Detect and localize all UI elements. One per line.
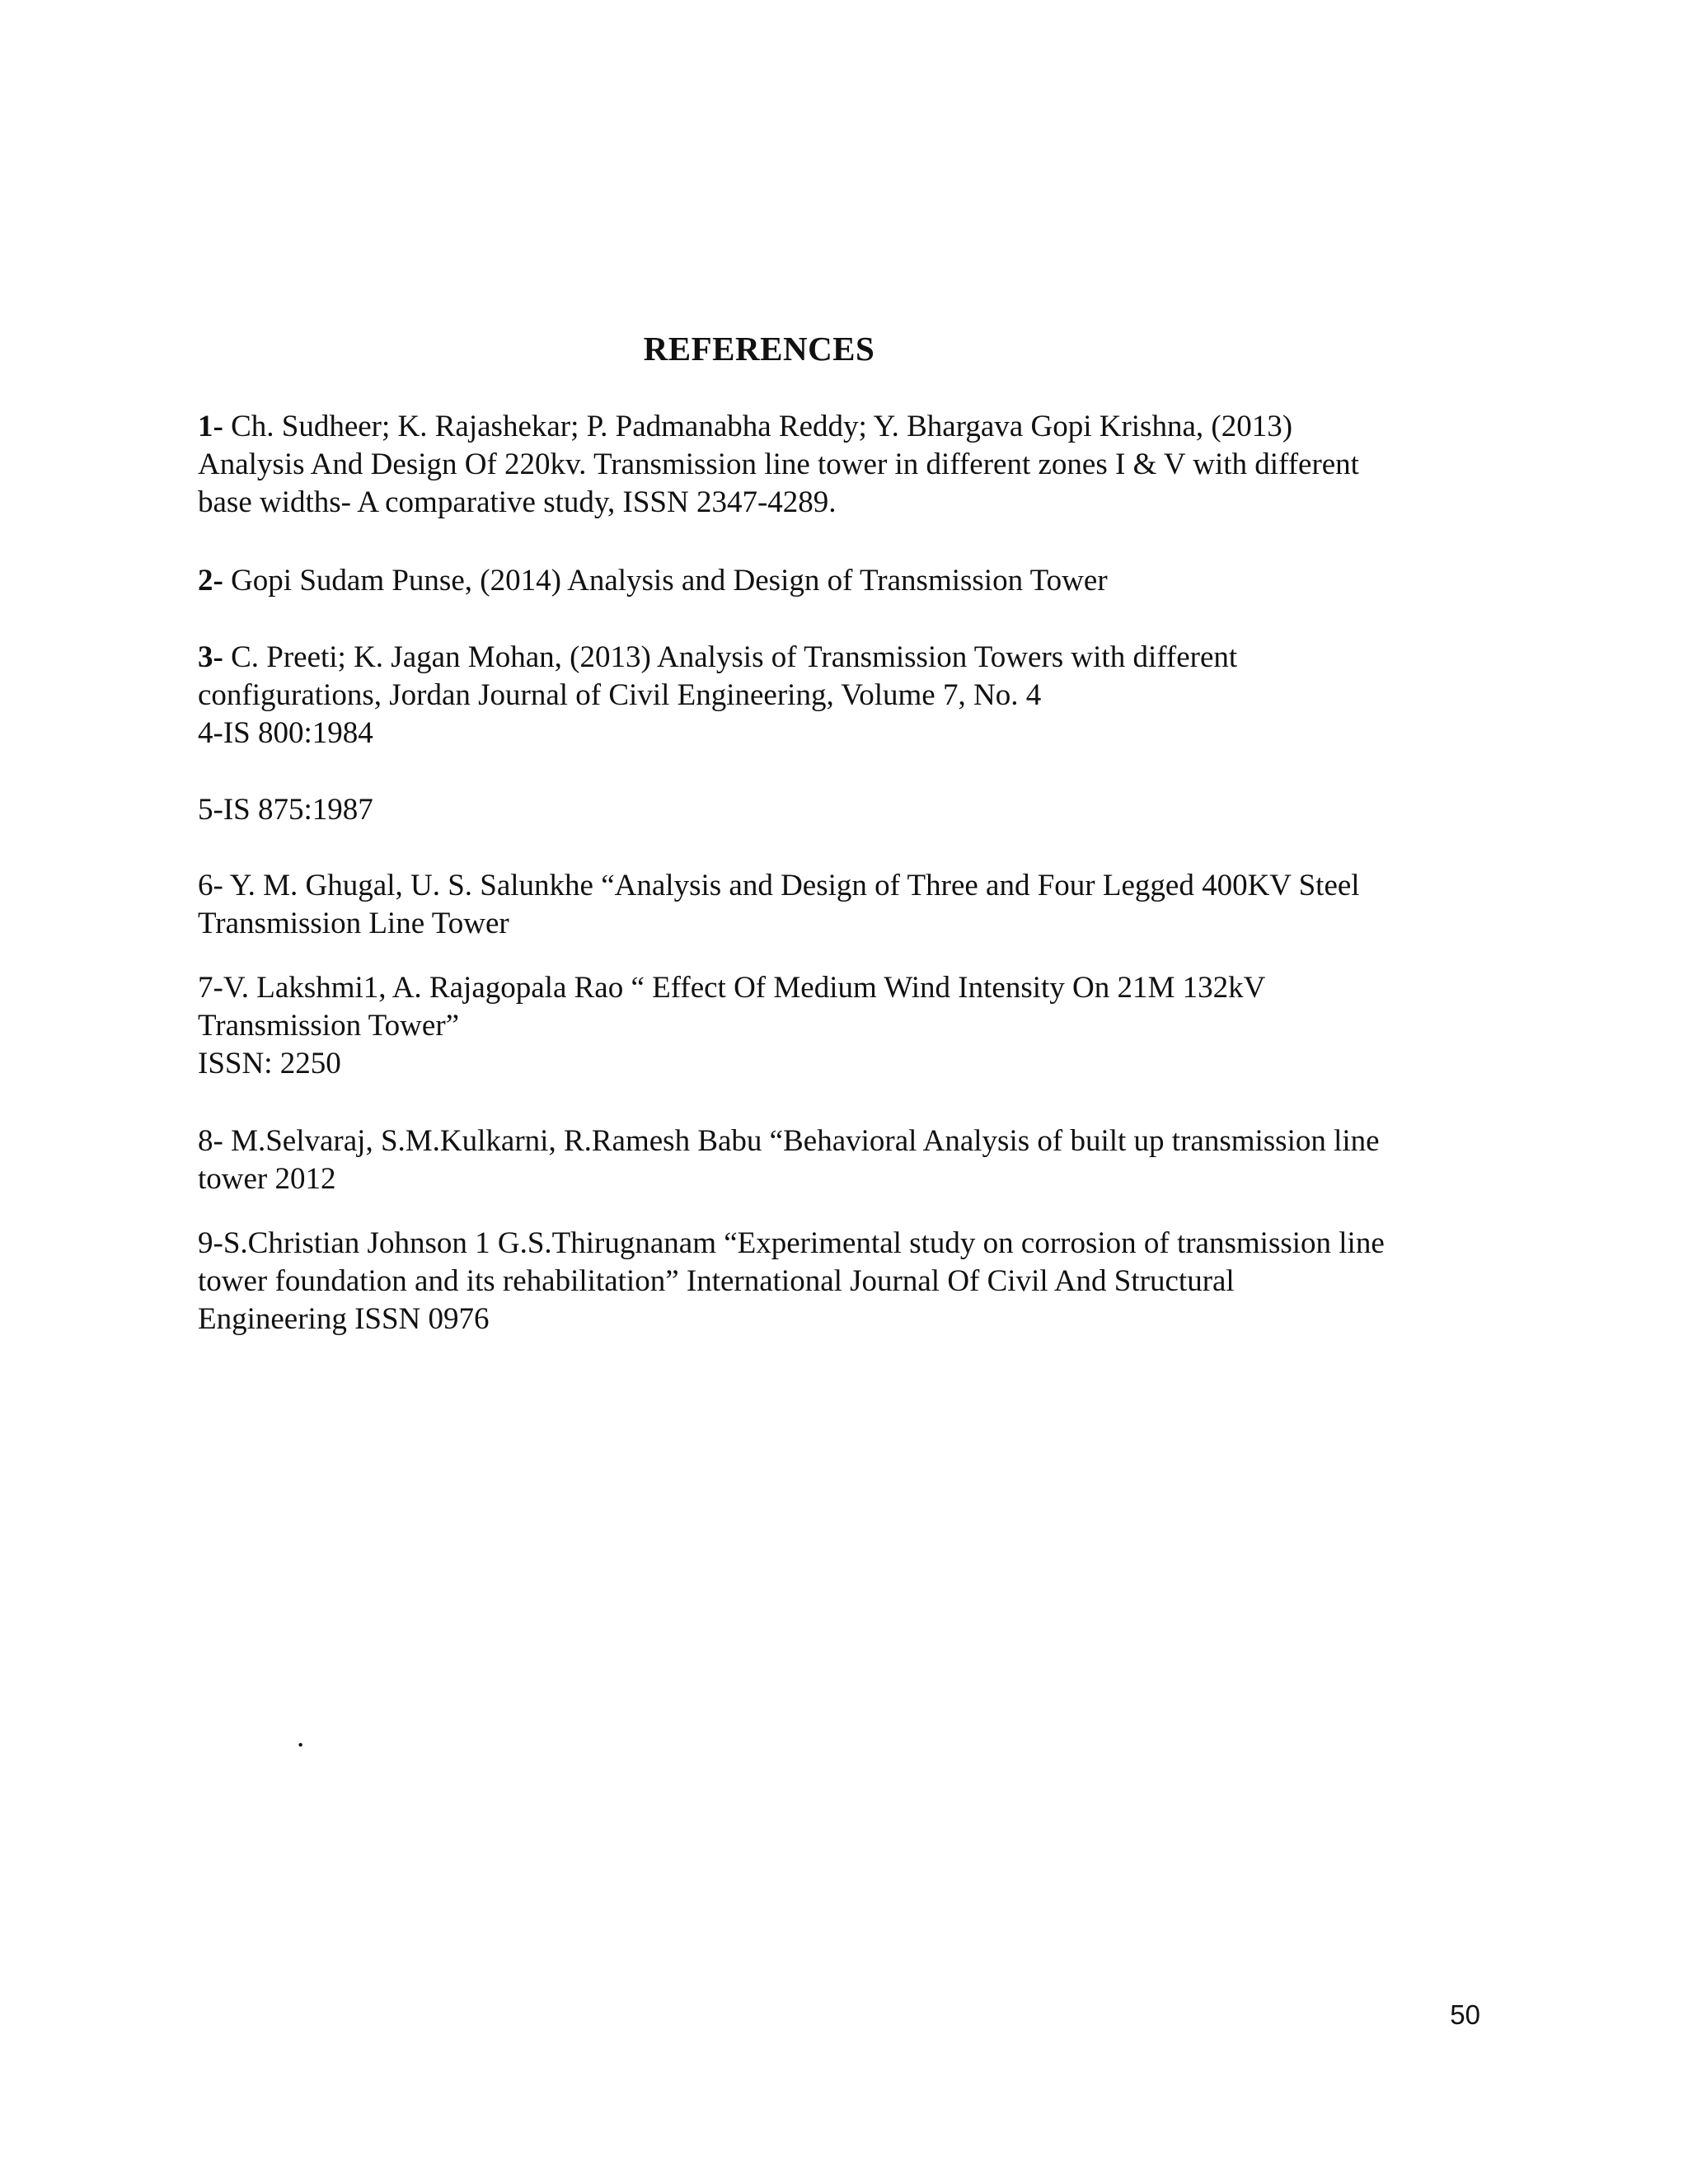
reference-2: [198, 562, 1517, 600]
reference-9: [198, 1225, 1517, 1338]
reference-line: 2- Gopi Sudam Punse, (2014) Analysis and Design of Transmission Tower: [198, 564, 1108, 598]
reference-8: [198, 1122, 1517, 1198]
reference-line: Transmission Tower”: [198, 1009, 460, 1043]
page-number: 50: [1450, 1999, 1480, 2030]
reference-line: 1- Ch. Sudheer; K. Rajashekar; P. Padmanabha Reddy; Y. Bhargava Gopi Krishna, (2013): [198, 410, 1293, 443]
reference-line: 6- Y. M. Ghugal, U. S. Salunkhe “Analysis and Design of Three and Four Legged 400KV Steel: [198, 869, 1360, 902]
reference-number: 2-: [198, 564, 223, 598]
reference-line: configurations, Jordan Journal of Civil Engineering, Volume 7, No. 4: [198, 678, 1042, 712]
reference-line: tower foundation and its rehabilitation” International Journal Of Civil And Structural: [198, 1264, 1235, 1298]
reference-6: [198, 867, 1517, 943]
reference-1: [198, 408, 1517, 522]
reference-line: 8- M.Selvaraj, S.M.Kulkarni, R.Ramesh Babu “Behavioral Analysis of built up transmission line: [198, 1124, 1380, 1158]
reference-line: 4-IS 800:1984: [198, 716, 373, 750]
reference-7: [198, 969, 1517, 1083]
reference-line: Transmission Line Tower: [198, 907, 509, 940]
reference-3: [198, 639, 1517, 752]
reference-line: 3- C. Preeti; K. Jagan Mohan, (2013) Analysis of Transmission Towers with different: [198, 640, 1238, 674]
reference-line: Analysis And Design Of 220kv. Transmission line tower in different zones I & V with different: [198, 448, 1359, 481]
reference-number: 3-: [198, 640, 223, 674]
reference-line: base widths- A comparative study, ISSN 2347-4289.: [198, 485, 837, 519]
reference-5: [198, 791, 1517, 829]
reference-line: 7-V. Lakshmi1, A. Rajagopala Rao “ Effect Of Medium Wind Intensity On 21M 132kV: [198, 971, 1266, 1005]
reference-line: Engineering ISSN 0976: [198, 1302, 490, 1336]
stray-dot: .: [297, 1720, 305, 1754]
reference-line: 9-S.Christian Johnson 1 G.S.Thirugnanam “Experimental study on corrosion of transmission line: [198, 1226, 1385, 1260]
page-heading: REFERENCES: [643, 330, 875, 368]
reference-line: ISSN: 2250: [198, 1047, 341, 1080]
reference-number: 1-: [198, 410, 223, 443]
reference-line: 5-IS 875:1987: [198, 793, 373, 827]
reference-line: tower 2012: [198, 1162, 336, 1196]
